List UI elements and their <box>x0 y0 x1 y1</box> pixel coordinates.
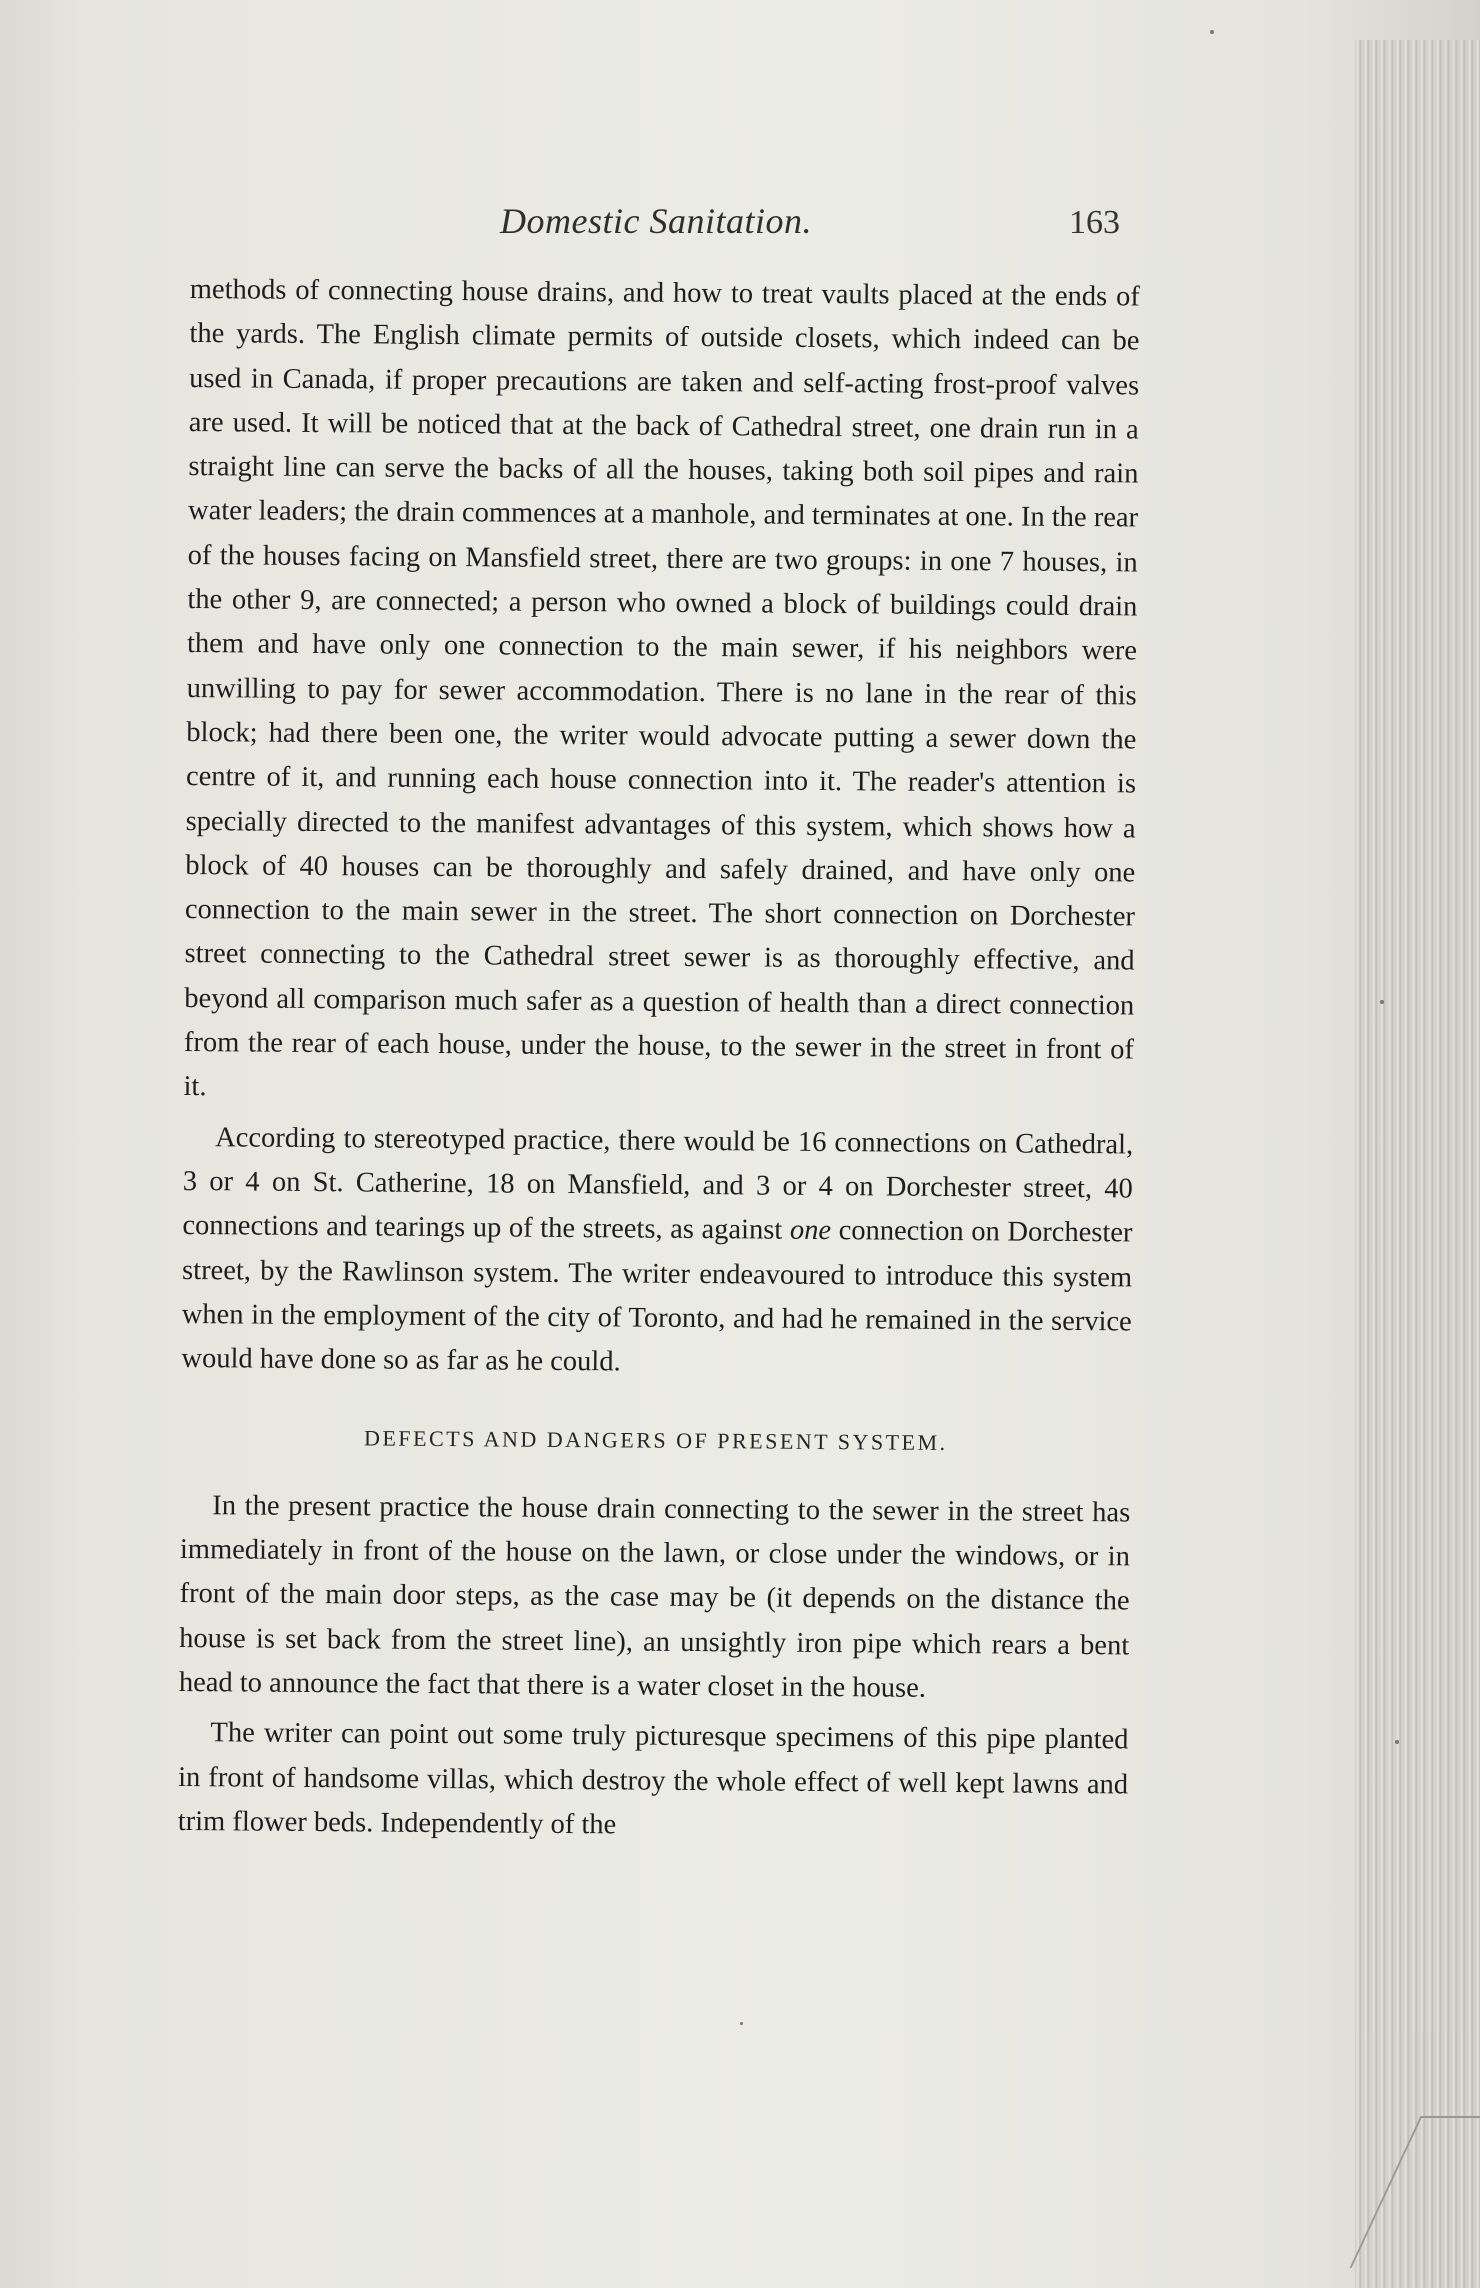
paragraph-1: methods of connecting house drains, and how to treat vaults placed at the ends of the yards. The English climate permits of outside closets, which indeed can be used in Canada, if proper precautions are taken and self-acting frost-proof valves are used. It will be noticed that at the back of Cathedral street, one drain run in a straight line can serve the backs of all the houses, taking both soil pipes and rain water leaders; the drain commences at a manhole, and terminates at one. In the rear of the houses facing on Mansfield street, there are two groups: in one 7 houses, in the other 9, are connected; a person who owned a block of buildings could drain them and have only one connection to the main sewer, if his neighbors were unwilling to pay for sewer accommodation. There is no lane in the rear of this block; had there been one, the writer would advocate putting a sewer down the centre of it, and running each house connection into it. The reader's attention is specially directed to the manifest advantages of this system, which shows how a block of 40 houses can be thoroughly and safely drained, and have only one connection to the main sewer in the street. The short connection on Dorchester street connecting to the Cathedral street sewer is as thoroughly effective, and beyond all comparison much safer as a question of health than a direct connection from the rear of each house, under the house, to the sewer in the street in front of it. <box>183 273 1140 1103</box>
paragraph-2-part-2: connection on Dorchester street, by the Rawlinson system. The writer endeavoured to introduce this system when in the employment of the city of Toronto, and had he remained in the service would have done so as far as he could. <box>181 1215 1133 1378</box>
running-head: Domestic Sanitation. <box>500 201 812 241</box>
scan-speck <box>740 2022 743 2025</box>
paragraph-2-part-1: According to stereotyped practice, there would be 16 connections on Cathedral, 3 or 4 on St. Catherine, 18 on Mansfield, and 3 or 4 on Dorchester street, 40 connections and tearings up of the streets, as against <box>182 1121 1134 1246</box>
scan-speck <box>1380 1000 1384 1004</box>
body-text <box>178 268 1140 1852</box>
paragraph-3: In the present practice the house drain connecting to the sewer in the street has immediately in front of the house on the lawn, or close under the windows, or in front of the main door steps, as the case may be (it depends on the distance the house is set back from the street line), an unsightly iron pipe which rears a bent head to announce the fact that there is a water closet in the house. <box>178 1489 1131 1704</box>
page-number: 163 <box>1069 204 1120 241</box>
paragraph-2 <box>181 1116 1133 1389</box>
paragraph-2-emphasis: one <box>789 1214 832 1247</box>
scan-speck <box>1395 1740 1399 1744</box>
paragraph-4: The writer can point out some truly picturesque specimens of this pipe planted in front of handsome villas, which destroy the whole effect of well kept lawns and trim flower beds. Independently of the <box>177 1717 1129 1841</box>
page-edges-decoration <box>1355 40 1480 2288</box>
scan-speck <box>1210 30 1214 34</box>
page-header <box>180 200 1120 260</box>
section-heading: DEFECTS AND DANGERS OF PRESENT SYSTEM. <box>363 1425 948 1456</box>
